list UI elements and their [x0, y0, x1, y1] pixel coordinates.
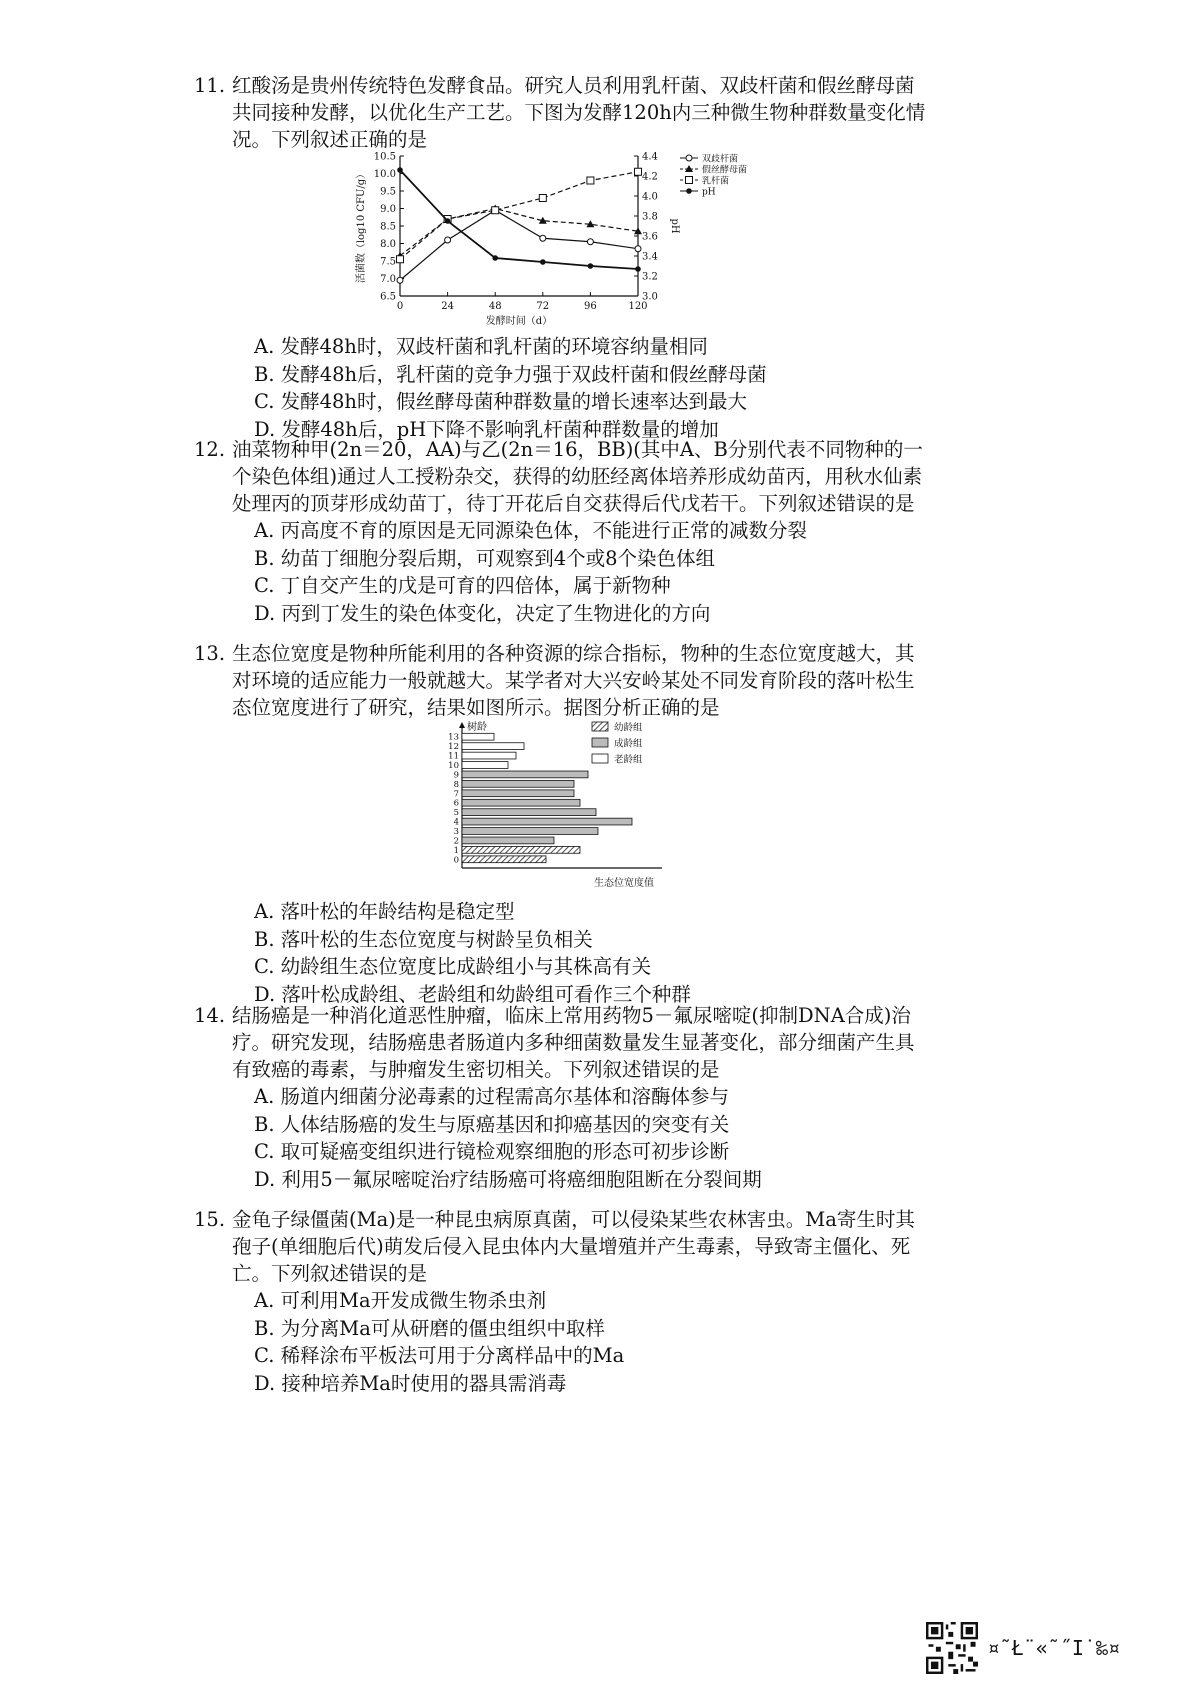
- x-tick-label: 24: [441, 301, 454, 312]
- data-point: [540, 235, 546, 241]
- line-chart-fermentation: [350, 150, 770, 334]
- option-a[interactable]: A. 可利用Ma开发成微生物杀虫剂: [254, 1289, 547, 1312]
- y-tick-label: 10: [448, 761, 459, 771]
- y-tick-label: 0: [453, 855, 459, 866]
- option-b[interactable]: B. 落叶松的生态位宽度与树龄呈负相关: [254, 927, 593, 951]
- question-stem: [194, 72, 932, 153]
- stem-text: 金龟子绿僵菌(Ma)是一种昆虫病原真菌，可以侵染某些农林害虫。Ma寄生时其孢子(单细胞后代)萌发后侵入昆虫体内大量增殖并产生毒素，导致寄主僵化、死亡。下列叙述错误的是: [232, 1208, 915, 1285]
- y-tick-label: 4: [453, 817, 459, 828]
- data-point: [445, 218, 451, 224]
- option-b[interactable]: B. 人体结肠癌的发生与原癌基因和抑癌基因的突变有关: [254, 1112, 730, 1136]
- option-c[interactable]: C. 丁自交产生的戊是可育的四倍体，属于新物种: [254, 574, 671, 597]
- question-13: [194, 640, 932, 721]
- data-point: [587, 177, 594, 184]
- y-tick-label: 10.5: [373, 151, 396, 163]
- y-tick-label: 13: [448, 732, 459, 743]
- option-c[interactable]: C. 幼龄组生态位宽度比成龄组小与其株高有关: [254, 955, 652, 978]
- option-b[interactable]: B. 幼苗丁细胞分裂后期，可观察到4个或8个染色体组: [254, 546, 716, 570]
- question-number: 14.: [194, 1004, 226, 1027]
- y-tick-label: 7.5: [380, 256, 396, 268]
- bar: [462, 762, 508, 769]
- legend-label: 成龄组: [614, 738, 643, 750]
- y-tick-label: 12: [448, 742, 459, 753]
- legend-swatch: [592, 738, 608, 747]
- footer-text: ¤˜Ł¨«˜˝Ι˙‰¤: [987, 1636, 1120, 1660]
- data-point: [588, 263, 594, 269]
- question-number: 15.: [194, 1208, 226, 1231]
- bar: [462, 771, 588, 778]
- bar: [462, 846, 580, 853]
- stem-text: 结肠癌是一种消化道恶性肿瘤，临床上常用药物5－氟尿嘧啶(抑制DNA合成)治疗。研究发现，结肠癌患者肠道内多种细菌数量发生显著变化，部分细菌产生具有致癌的毒素，与肿瘤发生密切相关。下列叙述错误的是: [232, 1004, 915, 1081]
- option-c[interactable]: C. 稀释涂布平板法可用于分离样品中的Ma: [254, 1344, 625, 1367]
- y-tick-label: 10.0: [373, 169, 396, 180]
- option-c[interactable]: C. 取可疑癌变组织进行镜检观察细胞的形态可初步诊断: [254, 1140, 730, 1163]
- legend-label: 假丝酵母菌: [702, 165, 748, 176]
- question-stem: [194, 436, 932, 517]
- question-stem: [194, 1002, 932, 1083]
- y-tick-label: 9: [453, 770, 459, 781]
- bar: [462, 743, 524, 750]
- data-point: [492, 255, 498, 261]
- x-tick-label: 72: [536, 301, 550, 312]
- data-point: [492, 207, 499, 214]
- x-axis-title: 发酵时间（d）: [485, 316, 553, 327]
- y-tick-label: 11: [448, 751, 459, 762]
- data-point: [635, 246, 641, 252]
- y-tick-label: 6: [453, 798, 459, 809]
- bar: [462, 752, 516, 759]
- data-point: [445, 237, 451, 243]
- y-tick-label: 8.5: [380, 221, 396, 233]
- legend-swatch: [592, 722, 608, 731]
- option-a[interactable]: A. 发酵48h时，双歧杆菌和乳杆菌的环境容纳量相同: [254, 335, 708, 358]
- y2-axis-title: pH: [669, 218, 680, 234]
- x-tick-label: 96: [584, 301, 597, 312]
- legend: [680, 153, 747, 198]
- stem-text: 油菜物种甲(2n＝20，AA)与乙(2n＝16，BB)(其中A、B分别代表不同物种的一个染色体组)通过人工授粉杂交，获得的幼胚经离体培养形成幼苗丙，用秋水仙素处理丙的顶芽形成幼苗丁，待丁开花后自交获得后代戊若干。下列叙述错误的是: [232, 438, 923, 515]
- data-point: [686, 177, 693, 184]
- stem-text: 红酸汤是贵州传统特色发酵食品。研究人员利用乳杆菌、双歧杆菌和假丝酵母菌共同接种发酵，以优化生产工艺。下图为发酵120h内三种微生物种群数量变化情况。下列叙述正确的是: [232, 74, 926, 151]
- page-footer: [926, 1622, 1120, 1674]
- question-11-options: [232, 333, 932, 443]
- data-point: [540, 259, 546, 265]
- series-0: [397, 207, 641, 283]
- option-d[interactable]: D. 丙到丁发生的染色体变化，决定了生物进化的方向: [254, 601, 711, 625]
- series-3: [397, 167, 641, 272]
- bars: [448, 733, 632, 866]
- data-point: [635, 266, 641, 272]
- y-tick-label: 6.5: [380, 291, 396, 303]
- y2-tick-label: 4.2: [642, 171, 658, 183]
- x-tick-label: 48: [488, 301, 502, 312]
- y2-tick-label: 4.0: [642, 191, 658, 203]
- question-stem: [194, 1206, 932, 1287]
- bar: [462, 790, 574, 797]
- option-b[interactable]: B. 发酵48h后，乳杆菌的竞争力强于双歧杆菌和假丝酵母菌: [254, 362, 767, 386]
- data-point: [686, 188, 692, 194]
- option-d[interactable]: D. 利用5－氟尿嘧啶治疗结肠癌可将癌细胞阻断在分裂间期: [254, 1167, 762, 1191]
- data-point: [397, 256, 404, 263]
- qr-code-icon[interactable]: [926, 1622, 978, 1674]
- legend-label: pH: [702, 187, 716, 198]
- legend-label: 老龄组: [614, 754, 643, 766]
- y2-tick-label: 4.4: [642, 151, 658, 163]
- data-point: [635, 168, 642, 175]
- y2-tick-label: 3.0: [642, 291, 658, 303]
- option-d[interactable]: D. 发酵48h后，pH下降不影响乳杆菌种群数量的增加: [254, 417, 719, 441]
- data-point: [686, 155, 692, 161]
- data-point: [539, 195, 546, 202]
- legend-label: 乳杆菌: [702, 176, 730, 187]
- legend-label: 双歧杆菌: [702, 154, 739, 165]
- y-axis-title: 活菌数（log10 CFU/g）: [356, 168, 367, 284]
- bar: [462, 809, 596, 816]
- x-tick-label: 120: [628, 301, 648, 312]
- question-15: [194, 1206, 932, 1397]
- legend: [592, 722, 643, 766]
- data-point: [397, 277, 403, 283]
- stem-text: 生态位宽度是物种所能利用的各种资源的综合指标，物种的生态位宽度越大，其对环境的适应能力一般就越大。某学者对大兴安岭某处不同发育阶段的落叶松生态位宽度进行了研究，结果如图所示。据图分析正确的是: [232, 642, 915, 719]
- x-axis-title: 生态位宽度值: [594, 878, 654, 889]
- y2-tick-label: 3.8: [642, 211, 658, 223]
- question-number: 11.: [194, 74, 226, 97]
- bar: [462, 799, 580, 806]
- bar: [462, 780, 574, 787]
- data-point: [397, 167, 403, 173]
- y-tick-label: 5: [453, 808, 459, 819]
- bar: [462, 818, 632, 825]
- series-line: [400, 172, 638, 260]
- y-tick-label: 3: [453, 827, 459, 837]
- y-tick-label: 8.0: [380, 239, 396, 250]
- series-line: [400, 209, 638, 256]
- y-axis-arrow: [459, 722, 465, 728]
- question-11: [194, 72, 932, 153]
- y-tick-label: 7: [453, 789, 459, 800]
- question-14: [194, 1002, 932, 1193]
- option-a[interactable]: A. 丙高度不育的原因是无同源染色体，不能进行正常的减数分裂: [254, 519, 807, 542]
- series-line: [400, 210, 638, 280]
- y2-tick-label: 3.4: [642, 251, 658, 263]
- option-b[interactable]: B. 为分离Ma可从研磨的僵虫组织中取样: [254, 1316, 605, 1340]
- bar: [462, 837, 554, 844]
- option-a[interactable]: A. 肠道内细菌分泌毒素的过程需高尔基体和溶酶体参与: [254, 1085, 729, 1108]
- y-tick-label: 1: [453, 845, 459, 856]
- x-tick-label: 0: [396, 301, 404, 312]
- bar: [462, 856, 546, 863]
- question-number: 12.: [194, 438, 226, 461]
- legend-label: 幼龄组: [614, 722, 643, 734]
- question-stem: [194, 640, 932, 721]
- question-12: [194, 436, 932, 627]
- series-2: [397, 168, 642, 263]
- question-13-options: [232, 898, 932, 1008]
- y-tick-label: 9.0: [380, 204, 396, 215]
- question-number: 13.: [194, 642, 226, 665]
- y2-tick-label: 3.2: [642, 271, 658, 283]
- bar: [462, 733, 494, 740]
- bar-chart-svg: [440, 720, 670, 895]
- bar-chart-niche-width: [440, 720, 670, 899]
- y-tick-label: 8: [453, 779, 459, 790]
- option-a[interactable]: A. 落叶松的年龄结构是稳定型: [254, 900, 515, 923]
- bar: [462, 828, 598, 835]
- option-c[interactable]: C. 发酵48h时，假丝酵母菌种群数量的增长速率达到最大: [254, 390, 747, 413]
- y2-tick-label: 3.6: [642, 231, 658, 243]
- y-tick-label: 7.0: [380, 274, 396, 285]
- option-d[interactable]: D. 接种培养Ma时使用的器具需消毒: [254, 1371, 567, 1395]
- y-tick-label: 2: [453, 836, 459, 847]
- y-tick-label: 9.5: [380, 186, 396, 198]
- y-axis-title: 树龄: [467, 722, 487, 733]
- series-line: [400, 170, 638, 269]
- data-point: [587, 239, 593, 245]
- option-d[interactable]: D. 落叶松成龄组、老龄组和幼龄组可看作三个种群: [254, 982, 691, 1006]
- line-chart-svg: [350, 150, 770, 330]
- legend-swatch: [592, 754, 608, 763]
